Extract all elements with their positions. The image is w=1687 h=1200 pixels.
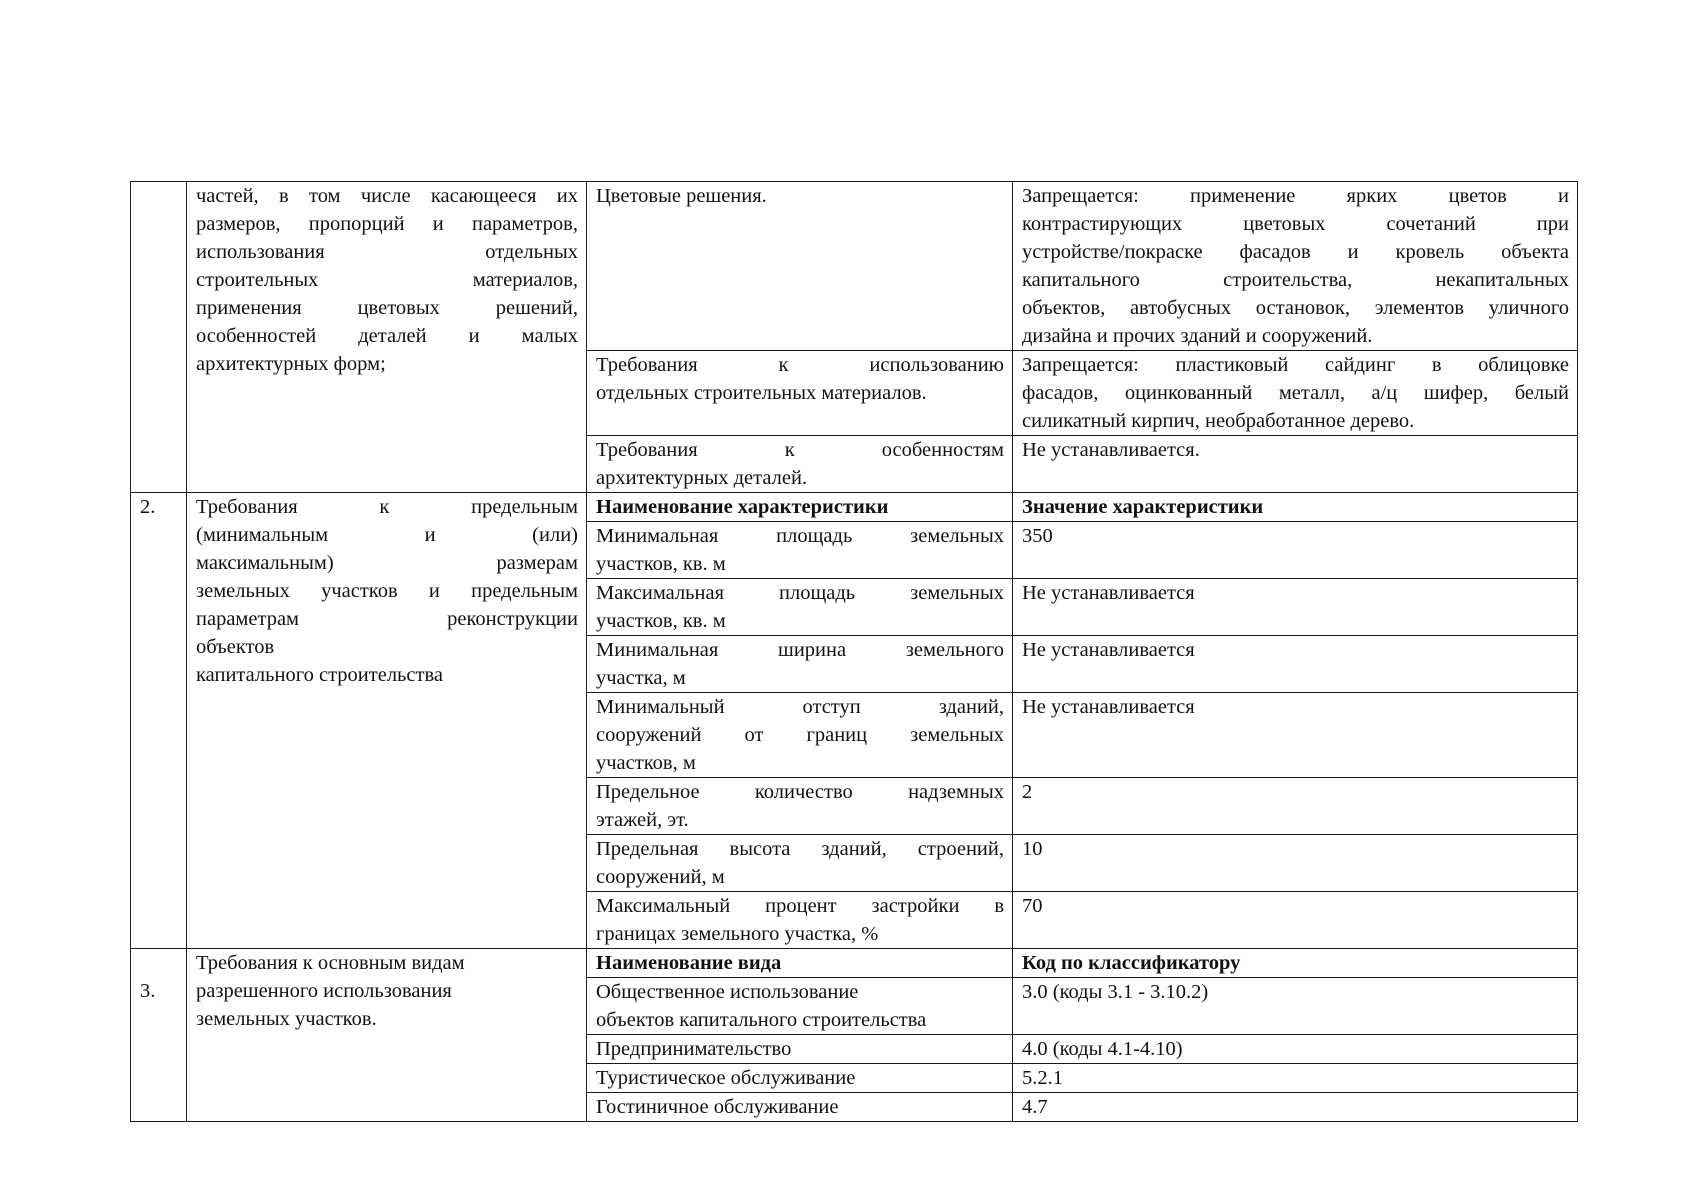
characteristic-value: Не устанавливается. (1013, 436, 1578, 493)
table-row (131, 493, 1578, 522)
requirement-description: Требования к предельным (минимальным и (или) максимальным) размерам земельных участков и предельным параметрам реконструкции объектов капитального строительства (187, 493, 587, 949)
characteristic-name: Требования к особенностям архитектурных деталей. (587, 436, 1013, 493)
characteristic-name: Минимальная площадь земельных участков, кв. м (587, 522, 1013, 579)
use-type-name: Общественное использование объектов капитального строительства (587, 978, 1013, 1035)
column-header-value: Код по классификатору (1013, 949, 1578, 978)
requirement-description: частей, в том числе касающееся их размеров, пропорций и параметров, использования отдельных строительных материалов, применения цветовых решений, особенностей деталей и малых архитектурных форм; (187, 182, 587, 493)
classifier-code: 5.2.1 (1013, 1064, 1578, 1093)
characteristic-value: 350 (1013, 522, 1578, 579)
row-number-cell: 3. (131, 949, 187, 1122)
characteristic-value: Запрещается: пластиковый сайдинг в облицовке фасадов, оцинкованный металл, а/ц шифер, белый силикатный кирпич, необработанное дерево. (1013, 351, 1578, 436)
row-number-cell (131, 182, 187, 493)
characteristic-value: Не устанавливается (1013, 636, 1578, 693)
characteristic-value: Не устанавливается (1013, 693, 1578, 778)
classifier-code: 4.0 (коды 4.1-4.10) (1013, 1035, 1578, 1064)
column-header-name: Наименование характеристики (587, 493, 1013, 522)
characteristic-name: Максимальный процент застройки в границах земельного участка, % (587, 892, 1013, 949)
characteristic-name: Минимальная ширина земельного участка, м (587, 636, 1013, 693)
use-type-name: Гостиничное обслуживание (587, 1093, 1013, 1122)
row-number-cell: 2. (131, 493, 187, 949)
classifier-code: 4.7 (1013, 1093, 1578, 1122)
use-type-name: Предпринимательство (587, 1035, 1013, 1064)
characteristic-value: 2 (1013, 778, 1578, 835)
characteristic-value: 70 (1013, 892, 1578, 949)
table-row (131, 182, 1578, 351)
characteristic-value: 10 (1013, 835, 1578, 892)
requirement-description: Требования к основным видам разрешенного использования земельных участков. (187, 949, 587, 1122)
table-row (131, 949, 1578, 978)
classifier-code: 3.0 (коды 3.1 - 3.10.2) (1013, 978, 1578, 1035)
characteristic-name: Предельная высота зданий, строений, сооружений, м (587, 835, 1013, 892)
characteristic-name: Требования к использованию отдельных строительных материалов. (587, 351, 1013, 436)
characteristic-name: Максимальная площадь земельных участков, кв. м (587, 579, 1013, 636)
characteristic-name: Предельное количество надземных этажей, эт. (587, 778, 1013, 835)
characteristic-value: Запрещается: применение ярких цветов и контрастирующих цветовых сочетаний при устройстве/покраске фасадов и кровель объекта капитального строительства, некапитальных объектов, автобусных остановок, элементов уличного дизайна и прочих зданий и сооружений. (1013, 182, 1578, 351)
characteristic-name: Минимальный отступ зданий, сооружений от границ земельных участков, м (587, 693, 1013, 778)
characteristic-name: Цветовые решения. (587, 182, 1013, 351)
characteristic-value: Не устанавливается (1013, 579, 1578, 636)
regulations-table (130, 181, 1578, 1122)
use-type-name: Туристическое обслуживание (587, 1064, 1013, 1093)
column-header-name: Наименование вида (587, 949, 1013, 978)
column-header-value: Значение характеристики (1013, 493, 1578, 522)
